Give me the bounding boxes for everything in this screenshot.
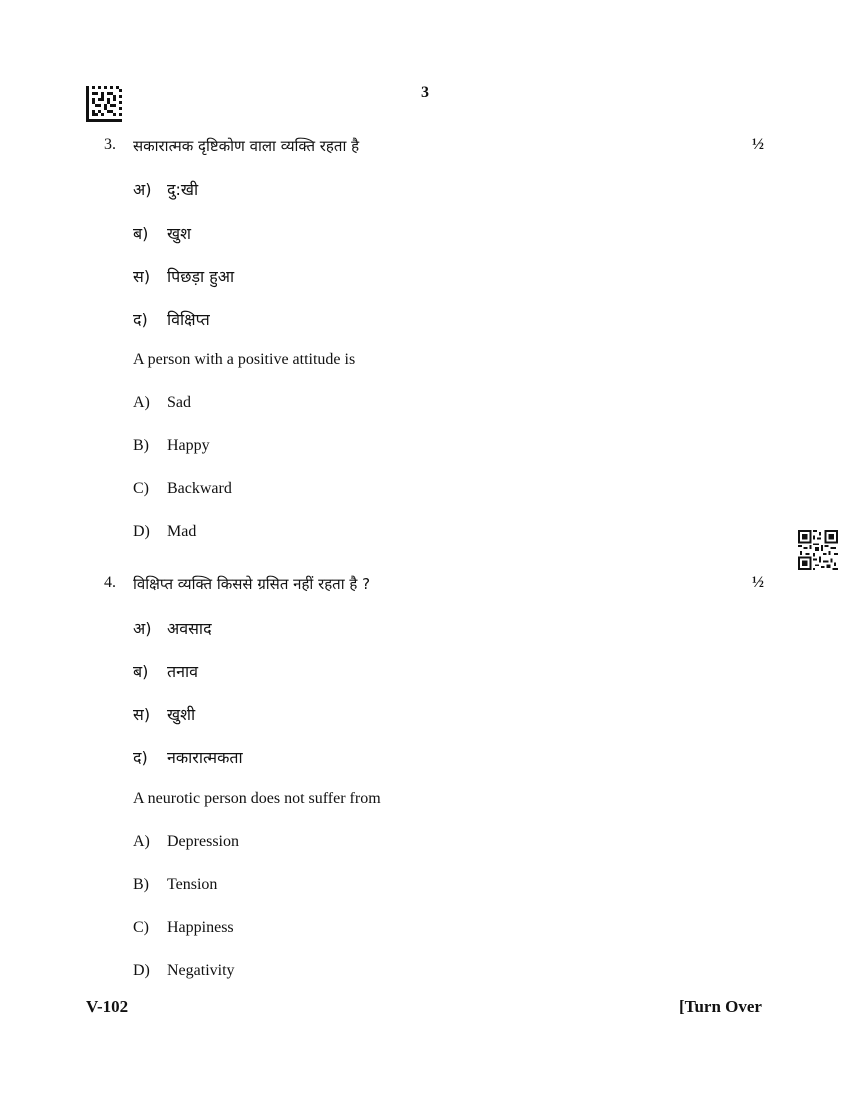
option-text: Negativity xyxy=(167,962,235,979)
option-label: D) xyxy=(133,962,150,979)
option-text: खुशी xyxy=(167,705,196,724)
option-label: ब) xyxy=(133,662,149,681)
question-english-text: A neurotic person does not suffer from xyxy=(133,790,381,807)
option-text: तनाव xyxy=(167,662,199,681)
option-label: C) xyxy=(133,480,149,497)
question-number: 4. xyxy=(104,574,116,591)
option-text: Happiness xyxy=(167,919,234,936)
option-label: अ) xyxy=(133,619,152,638)
option-label: B) xyxy=(133,876,149,893)
option-text: पिछड़ा हुआ xyxy=(167,267,235,286)
question-hindi-text: विक्षिप्त व्यक्ति किससे ग्रसित नहीं रहता है ? xyxy=(133,575,371,593)
question-english-text: A person with a positive attitude is xyxy=(133,351,356,368)
question-hindi-text: सकारात्मक दृष्टिकोण वाला व्यक्ति रहता है xyxy=(133,137,360,155)
option-label: D) xyxy=(133,523,150,540)
page-number: 3 xyxy=(421,84,429,101)
option-text: नकारात्मकता xyxy=(167,748,243,767)
option-label: B) xyxy=(133,437,149,454)
option-label: A) xyxy=(133,394,150,411)
question-marks: ½ xyxy=(752,136,764,153)
question-number: 3. xyxy=(104,136,116,153)
option-label: अ) xyxy=(133,180,152,199)
paper-code: V-102 xyxy=(86,997,129,1016)
option-text: खुश xyxy=(167,224,191,243)
option-text: Depression xyxy=(167,833,239,850)
qr-code-icon xyxy=(86,86,122,122)
option-text: Happy xyxy=(167,437,210,454)
option-text: अवसाद xyxy=(167,619,212,638)
question-marks: ½ xyxy=(752,574,764,591)
option-label: A) xyxy=(133,833,150,850)
option-text: Mad xyxy=(167,523,197,540)
qr-code-icon xyxy=(798,530,838,570)
option-text: Sad xyxy=(167,394,191,411)
option-label: द) xyxy=(133,748,148,767)
option-text: Tension xyxy=(167,876,218,893)
turn-over-label: [Turn Over xyxy=(679,997,762,1016)
option-text: Backward xyxy=(167,480,232,497)
option-label: स) xyxy=(133,267,151,286)
option-label: C) xyxy=(133,919,149,936)
option-label: स) xyxy=(133,705,151,724)
option-label: ब) xyxy=(133,224,149,243)
option-text: दु:खी xyxy=(167,180,199,199)
option-label: द) xyxy=(133,310,148,329)
option-text: विक्षिप्त xyxy=(167,310,210,329)
